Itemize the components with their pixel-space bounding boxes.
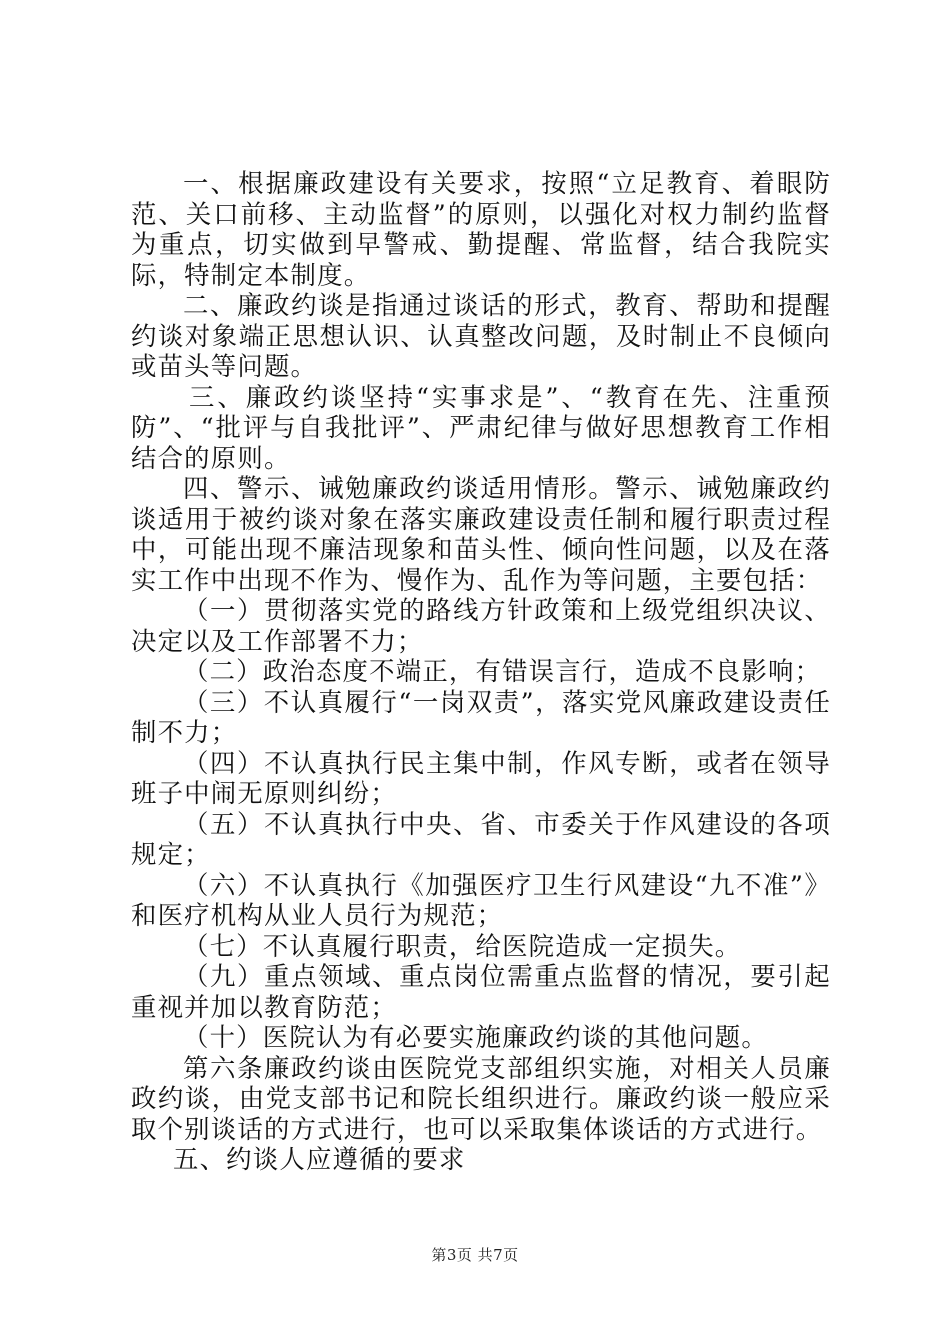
paragraph: 五、约谈人应遵循的要求 [173, 1144, 466, 1174]
paragraph: （四）不认真执行民主集中制，作风专断，或者在领导班子中闹无原则纠纷； [131, 747, 831, 808]
paragraph: 二、廉政约谈是指通过谈话的形式，教育、帮助和提醒约谈对象端正思想认识、认真整改问题，及时制止不良倾向或苗头等问题。 [131, 290, 831, 381]
paragraph: 第六条廉政约谈由医院党支部组织实施，对相关人员廉政约谈，由党支部书记和院长组织进行。廉政约谈一般应采取个别谈话的方式进行，也可以采取集体谈话的方式进行。 [131, 1052, 831, 1144]
paragraph: （十）医院认为有必要实施廉政约谈的其他问题。 [183, 1022, 768, 1052]
paragraph: （三）不认真履行“一岗双责”，落实党风廉政建设责任制不力； [131, 686, 831, 747]
paragraph: （七）不认真履行职责，给医院造成一定损失。 [183, 930, 742, 961]
paragraph: 一、根据廉政建设有关要求，按照“立足教育、着眼防范、关口前移、主动监督”的原则，以强化对权力制约监督为重点，切实做到早警戒、勤提醒、常监督，结合我院实际，特制定本制度。 [131, 168, 831, 290]
paragraph: （一）贯彻落实党的路线方针政策和上级党组织决议、决定以及工作部署不力； [131, 595, 831, 656]
paragraph: （五）不认真执行中央、省、市委关于作风建设的各项规定； [131, 808, 831, 869]
document-body [131, 168, 831, 1175]
paragraph: （二）政治态度不端正，有错误言行，造成不良影响； [183, 656, 822, 686]
paragraph: （九）重点领域、重点岗位需重点监督的情况，要引起重视并加以教育防范； [131, 961, 831, 1022]
paragraph: 三、廉政约谈坚持“实事求是”、“教育在先、注重预防”、“批评与自我批评”、严肃纪律与做好思想教育工作相结合的原则。 [131, 381, 831, 473]
paragraph: （六）不认真执行《加强医疗卫生行风建设“九不准”》和医疗机构从业人员行为规范； [131, 869, 831, 930]
paragraph: 四、警示、诫勉廉政约谈适用情形。警示、诫勉廉政约谈适用于被约谈对象在落实廉政建设责任制和履行职责过程中，可能出现不廉洁现象和苗头性、倾向性问题，以及在落实工作中出现不作为、慢作为、乱作为等问题，主要包括： [131, 473, 831, 595]
page-footer: 第3页 共7页 [431, 1246, 519, 1264]
